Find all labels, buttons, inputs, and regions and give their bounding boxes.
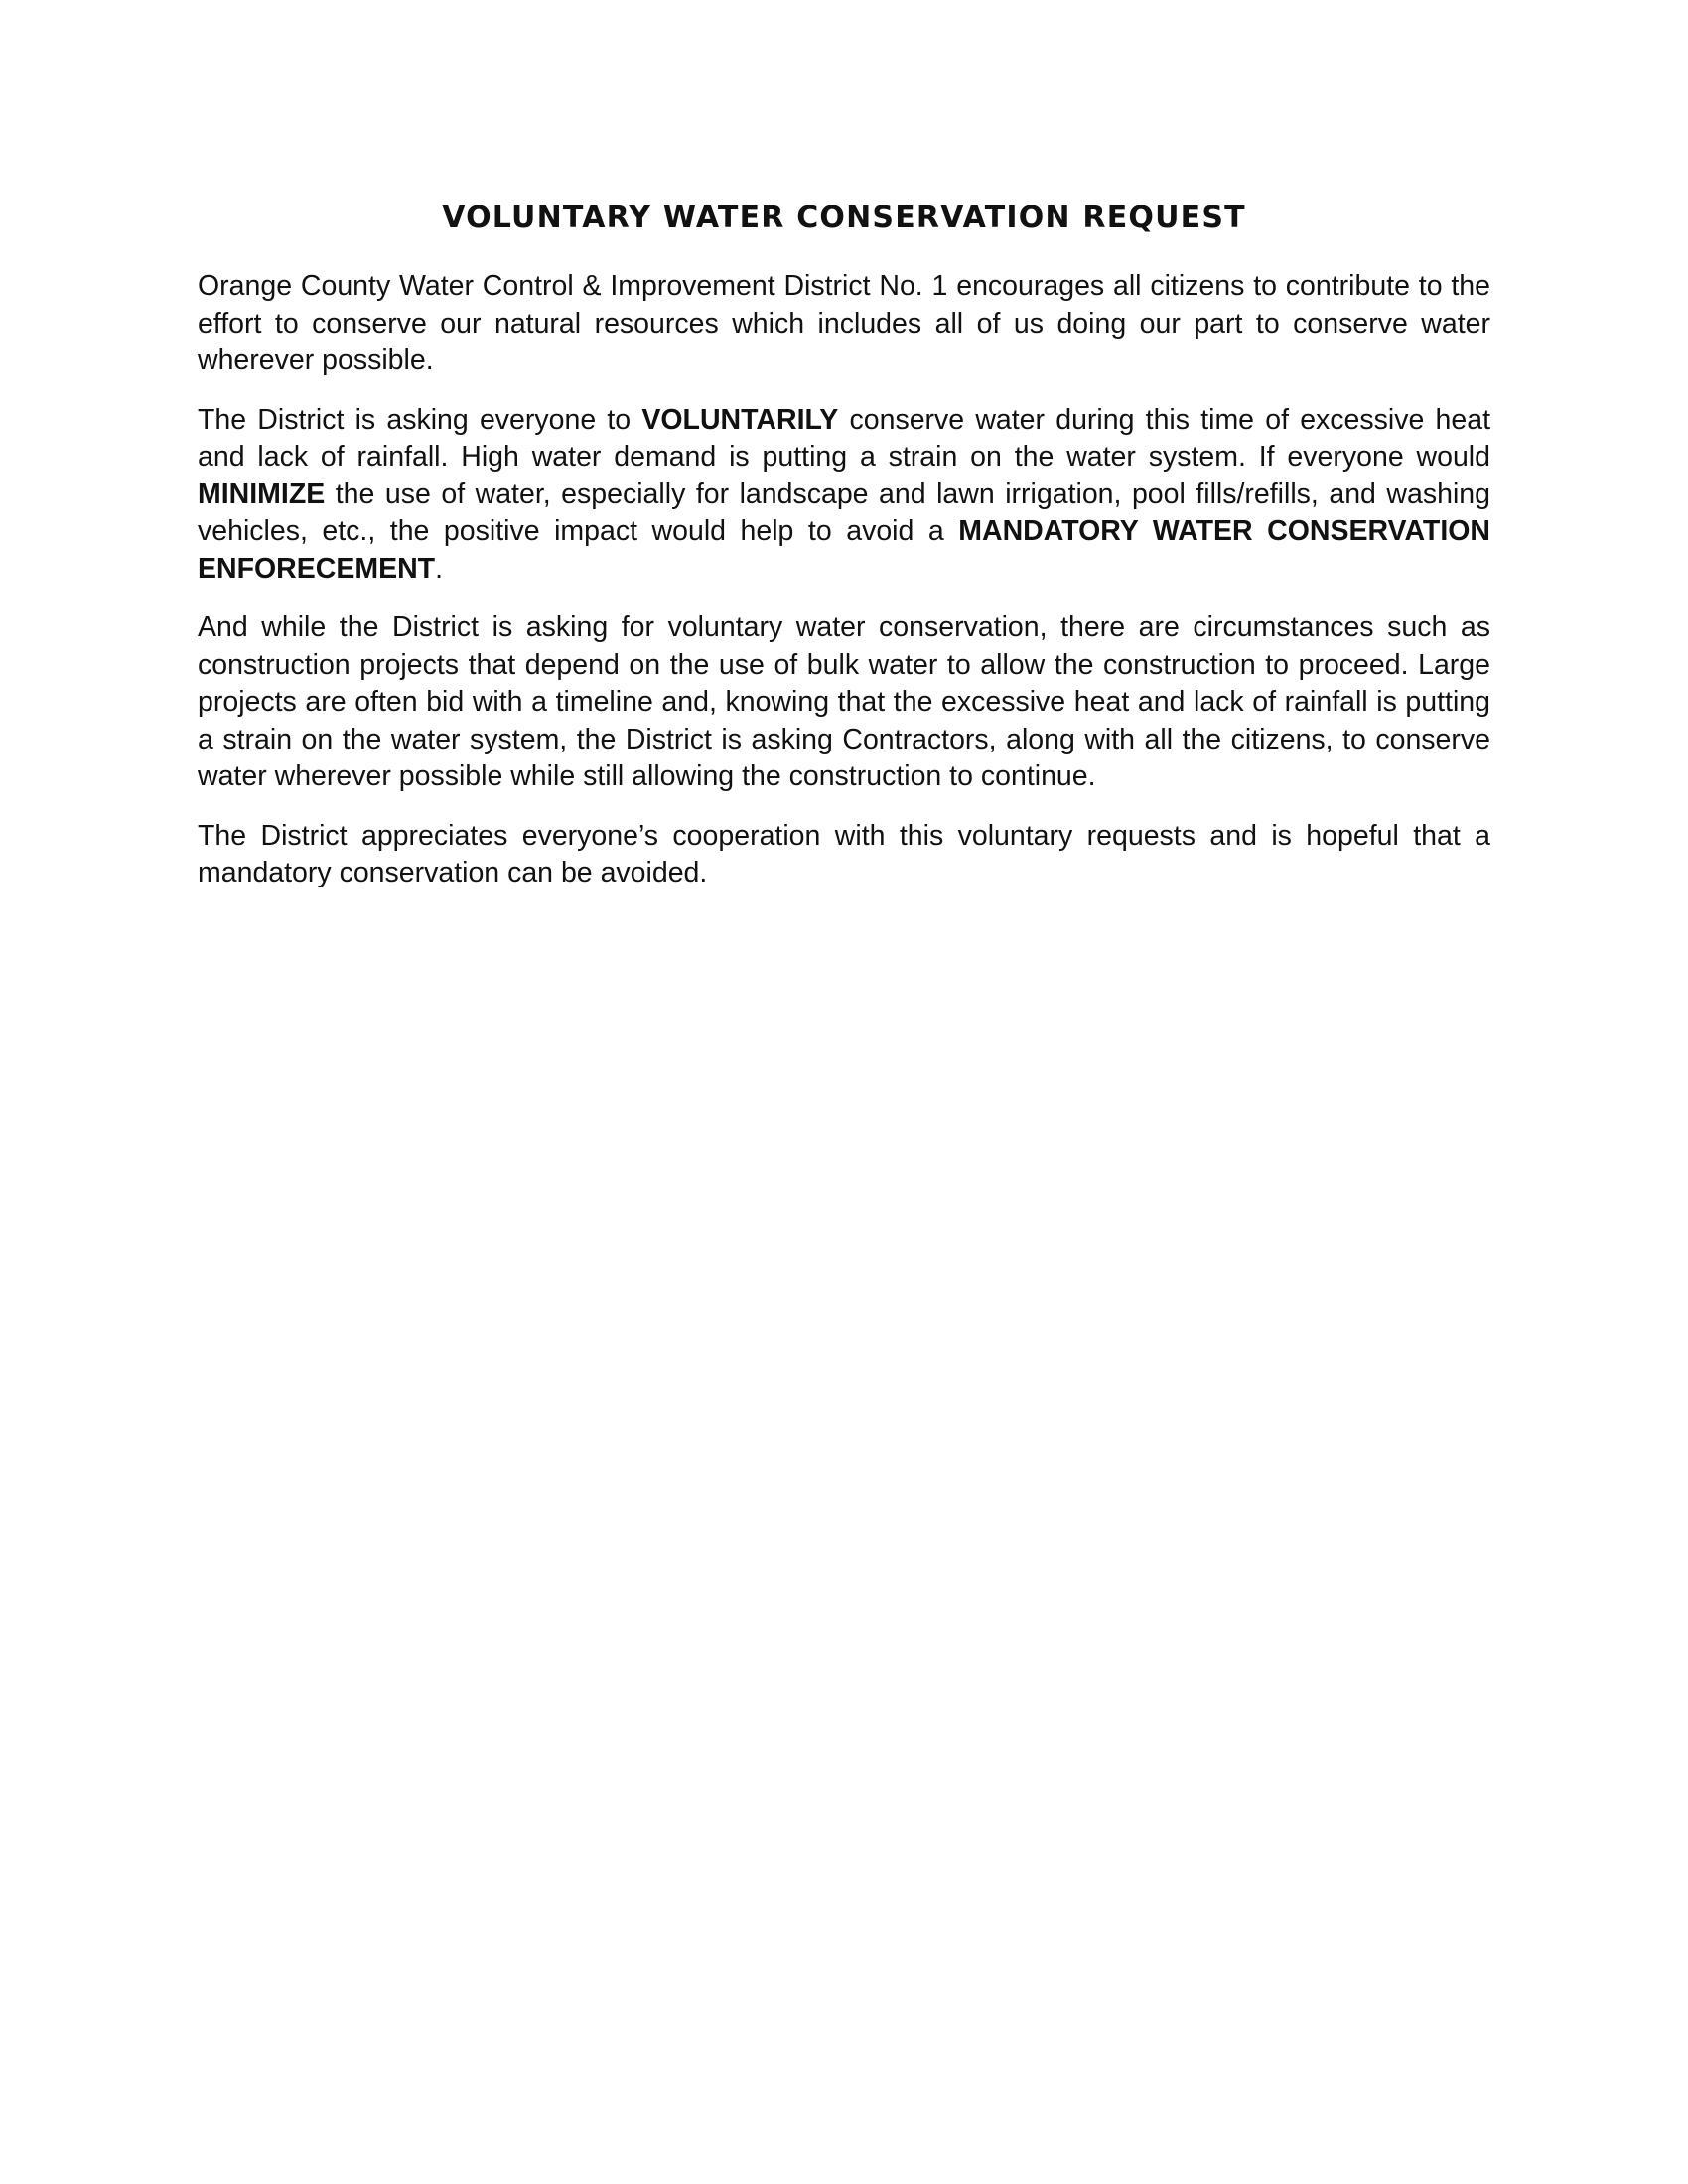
emphasis-voluntarily: VOLUNTARILY [641, 403, 839, 436]
emphasis-minimize: MINIMIZE [198, 478, 326, 510]
paragraph-text: conserve water during this time of excessive heat and lack of rainfall. High water demand is putting a strain on the water system. If everyone would [198, 403, 1491, 473]
paragraph-text: . [435, 552, 444, 585]
paragraph-closing: The District appreciates everyone’s cooperation with this voluntary requests and is hopeful that a mandatory conservation can be avoided. [198, 819, 1490, 888]
paragraph-construction: And while the District is asking for voluntary water conservation, there are circumstances such as construction projects that depend on the use of bulk water to allow the construction to proceed. Large projects are often bid with a timeline and, knowing that the excessive heat and lack of rainfall is putting a strain on the water system, the District is asking Contractors, along with all the citizens, to conserve water wherever possible while still allowing the construction to continue. [198, 612, 1490, 792]
paragraph-text: the use of water, especially for landscape and lawn irrigation, pool fills/refills, and washing vehicles, etc., the positive impact would help to avoid a [198, 478, 1490, 547]
paragraph-voluntary-request [198, 402, 1490, 589]
emphasis-mandatory-enforcement: MANDATORY WATER CONSERVATION ENFORECEMENT [198, 515, 1490, 585]
paragraph-text: The District is asking everyone to [198, 403, 642, 436]
document-title: VOLUNTARY WATER CONSERVATION REQUEST [442, 201, 1246, 235]
paragraph-intro: Orange County Water Control & Improvement District No. 1 encourages all citizens to contribute to the effort to conserve our natural resources which includes all of us doing our part to conserve water wherever possible. [198, 270, 1490, 376]
document-page [198, 199, 1490, 914]
